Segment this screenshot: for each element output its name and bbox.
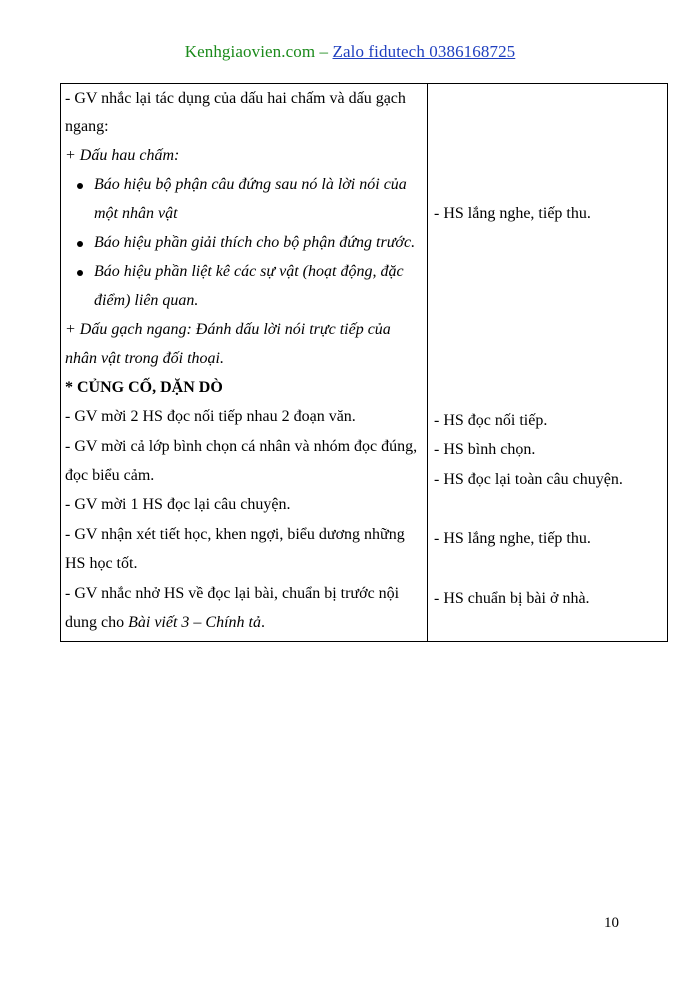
student-prepare: - HS chuẩn bị bài ở nhà. [434, 590, 590, 607]
dash-line-2: nhân vật trong đối thoại. [65, 350, 224, 367]
step-3: - GV mời 1 HS đọc lại câu chuyện. [65, 496, 291, 513]
intro-line-1: - GV nhắc lại tác dụng của dấu hai chấm và dấu gạch [65, 90, 406, 107]
table-row [61, 84, 668, 642]
step-1: - GV mời 2 HS đọc nối tiếp nhau 2 đoạn văn. [65, 408, 356, 425]
student-vote: - HS bình chọn. [434, 441, 536, 458]
step-2-line-1: - GV mời cả lớp bình chọn cá nhân và nhóm đọc đúng, [65, 438, 418, 455]
step-4-line-2: HS học tốt. [65, 555, 138, 572]
bullet-dot-icon [77, 183, 83, 189]
colon-heading: + Dấu hau chấm: [65, 147, 180, 164]
section-title: * CỦNG CỐ, DẶN DÒ [65, 379, 223, 396]
step-5-line-1: - GV nhắc nhở HS về đọc lại bài, chuẩn bị trước nội [65, 585, 400, 602]
page-number: 10 [604, 915, 619, 931]
teacher-activity-cell [61, 84, 428, 642]
student-listen-1: - HS lắng nghe, tiếp thu. [434, 205, 591, 222]
student-read-in-turn: - HS đọc nối tiếp. [434, 412, 548, 429]
step-5-prefix: dung cho [65, 614, 129, 631]
bullet-dot-icon [77, 241, 83, 247]
intro-line-2: ngang: [65, 118, 109, 135]
lesson-table [60, 83, 668, 642]
student-listen-2: - HS lắng nghe, tiếp thu. [434, 530, 591, 547]
bullet-1-line-1: Báo hiệu bộ phận câu đứng sau nó là lời nói của [94, 176, 407, 193]
header-zalo-link[interactable]: Zalo fidutech 0386168725 [332, 42, 516, 61]
step-5-line-2 [65, 613, 265, 633]
header-site[interactable]: Kenhgiaovien.com [184, 42, 316, 61]
bullet-2-line-1: Báo hiệu phần giải thích cho bộ phận đứng trước. [94, 234, 416, 251]
step-4-line-1: - GV nhận xét tiết học, khen ngợi, biểu dương những [65, 526, 405, 543]
bullet-3-line-2: điểm) liên quan. [94, 292, 199, 309]
step-5-suffix: . [260, 614, 265, 631]
bullet-1-line-2: một nhân vật [94, 205, 178, 222]
page-header [0, 42, 700, 62]
step-5-title: Bài viết 3 – Chính tả [128, 614, 261, 631]
bullet-3-line-1: Báo hiệu phần liệt kê các sự vật (hoạt động, đặc [94, 263, 404, 280]
step-2-line-2: đọc biểu cảm. [65, 467, 155, 484]
bullet-dot-icon [77, 270, 83, 276]
header-separator: – [319, 42, 329, 61]
dash-line-1: + Dấu gạch ngang: Đánh dấu lời nói trực tiếp của [65, 321, 391, 338]
student-reread: - HS đọc lại toàn câu chuyện. [434, 471, 623, 488]
student-activity-cell [428, 84, 668, 642]
